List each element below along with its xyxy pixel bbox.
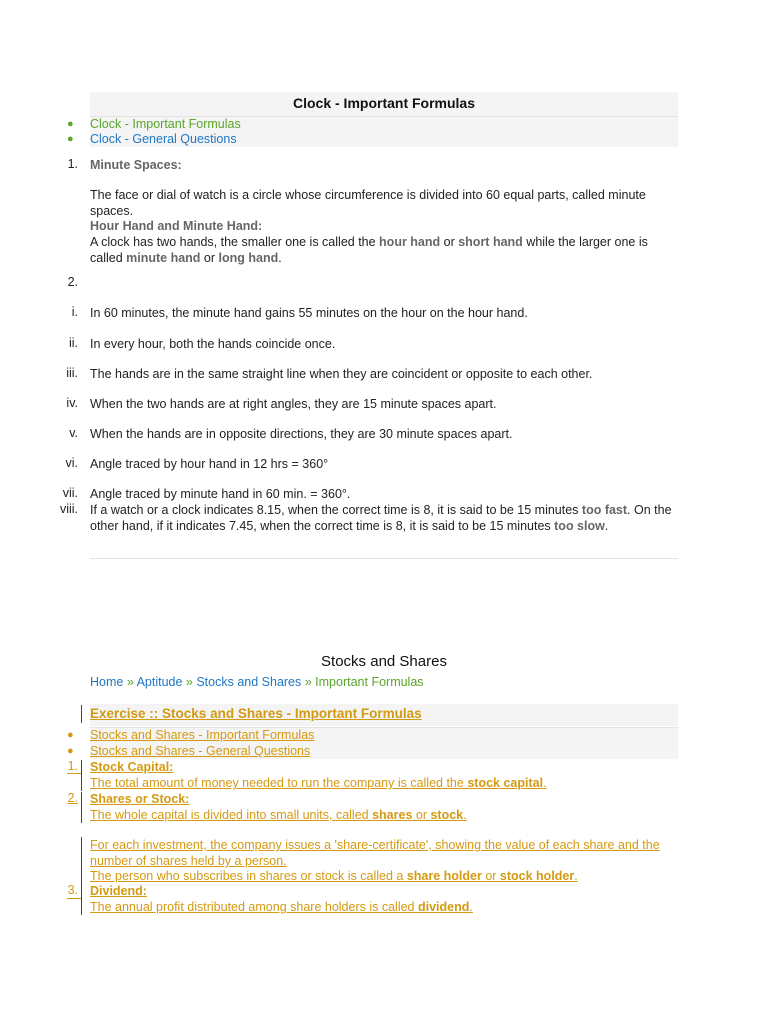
bullet-icon: ● bbox=[67, 133, 74, 145]
dividend-text bbox=[90, 899, 682, 915]
shares-heading: Shares or Stock: bbox=[90, 792, 190, 806]
stock-capital-term: stock capital bbox=[467, 776, 544, 790]
exercise-title: Exercise :: Stocks and Shares - Important Formulas bbox=[90, 706, 422, 721]
clock-fact: Angle traced by minute hand in 60 min. = 360°. bbox=[90, 487, 351, 501]
text: A clock has two hands, the smaller one is called the bbox=[90, 235, 380, 249]
stock-capital-text bbox=[90, 775, 682, 791]
list-number: vii. bbox=[62, 486, 78, 500]
share-holder-term: share holder bbox=[406, 869, 482, 883]
list-number: iii. bbox=[66, 366, 78, 380]
text-cursor-bar bbox=[81, 705, 82, 723]
list-number: i. bbox=[71, 305, 78, 319]
list-number: 3. bbox=[67, 883, 78, 897]
list-number: 1. bbox=[67, 759, 78, 773]
stock-term: stock bbox=[430, 808, 464, 822]
too-fast-term: too fast bbox=[581, 503, 628, 517]
text: or bbox=[440, 235, 459, 249]
breadcrumb bbox=[90, 674, 682, 690]
share-certificate-text: For each investment, the company issues a 'share-certificate', showing the value of each share and the number of shares held by a person. bbox=[90, 838, 660, 868]
text-cursor-bar bbox=[81, 792, 82, 823]
list-number: v. bbox=[69, 426, 78, 440]
hands-description bbox=[90, 234, 680, 266]
minute-spaces-heading: Minute Spaces: bbox=[90, 158, 182, 172]
clock-title: Clock - Important Formulas bbox=[292, 95, 476, 111]
clock-fact: When the two hands are at right angles, they are 15 minute spaces apart. bbox=[90, 397, 497, 411]
text: The annual profit distributed among share holders is called bbox=[90, 900, 418, 914]
stock-capital-heading: Stock Capital: bbox=[90, 760, 174, 774]
share-holder-text bbox=[90, 868, 682, 884]
number-underline bbox=[67, 773, 81, 774]
short-hand-term: short hand bbox=[458, 235, 523, 249]
breadcrumb-separator: » bbox=[301, 675, 316, 689]
text: . bbox=[463, 808, 467, 822]
text: or bbox=[200, 251, 219, 265]
dividend-term: dividend bbox=[417, 900, 470, 914]
link-stocks-important-formulas[interactable]: Stocks and Shares - Important Formulas bbox=[90, 728, 315, 742]
bullet-icon: ● bbox=[67, 729, 74, 741]
text: If a watch or a clock indicates 8.15, when the correct time is 8, it is said to be 15 minutes bbox=[90, 503, 582, 517]
list-number: vi. bbox=[65, 456, 78, 470]
text: . bbox=[469, 900, 473, 914]
minute-hand-term: minute hand bbox=[126, 251, 201, 265]
list-number: viii. bbox=[59, 502, 78, 516]
text: . On the other hand, if it indicates 7.45, when the correct time is 8, it is said to be 15 minutes bbox=[90, 503, 672, 533]
text: The total amount of money needed to run the company is called the bbox=[90, 776, 468, 790]
shares-text bbox=[90, 807, 682, 823]
clock-fact: The hands are in the same straight line when they are coincident or opposite to each other. bbox=[90, 367, 593, 381]
text-cursor-bar bbox=[81, 760, 82, 791]
breadcrumb-home[interactable]: Home bbox=[90, 675, 124, 689]
list-number: iv. bbox=[66, 396, 78, 410]
clock-fact: In every hour, both the hands coincide once. bbox=[90, 337, 336, 351]
link-stocks-general-questions[interactable]: Stocks and Shares - General Questions bbox=[90, 744, 311, 758]
text: The whole capital is divided into small units, called bbox=[90, 808, 373, 822]
number-underline bbox=[67, 898, 81, 899]
bullet-icon: ● bbox=[67, 745, 74, 757]
long-hand-term: long hand bbox=[218, 251, 279, 265]
shares-term: shares bbox=[372, 808, 413, 822]
too-slow-term: too slow bbox=[554, 519, 605, 533]
breadcrumb-stocks-and-shares[interactable]: Stocks and Shares bbox=[196, 675, 302, 689]
bullet-icon: ● bbox=[67, 118, 74, 130]
link-clock-important-formulas[interactable]: Clock - Important Formulas bbox=[90, 117, 241, 131]
text: or bbox=[481, 869, 500, 883]
list-number: 2. bbox=[67, 791, 78, 805]
text-cursor-bar bbox=[81, 884, 82, 915]
clock-fact: In 60 minutes, the minute hand gains 55 minutes on the hour on the hour hand. bbox=[90, 306, 528, 320]
text: The person who subscribes in shares or stock is called a bbox=[90, 869, 407, 883]
breadcrumb-separator: » bbox=[123, 675, 137, 689]
text: or bbox=[412, 808, 431, 822]
breadcrumb-current: Important Formulas bbox=[315, 675, 424, 689]
clock-fact: Angle traced by hour hand in 12 hrs = 360° bbox=[90, 457, 329, 471]
text: . bbox=[543, 776, 547, 790]
text-cursor-bar bbox=[81, 837, 82, 885]
hour-minute-hand-heading: Hour Hand and Minute Hand: bbox=[90, 219, 263, 233]
clock-fact: When the hands are in opposite directions, they are 30 minute spaces apart. bbox=[90, 427, 513, 441]
watch-speed-text bbox=[90, 502, 680, 534]
minute-spaces-text: The face or dial of watch is a circle whose circumference is divided into 60 equal parts, called minute spaces. bbox=[90, 188, 646, 218]
list-number: ii. bbox=[68, 336, 78, 350]
text: . bbox=[604, 519, 609, 533]
stock-holder-term: stock holder bbox=[499, 869, 575, 883]
hour-hand-term: hour hand bbox=[379, 235, 441, 249]
dividend-heading: Dividend: bbox=[90, 884, 147, 898]
text: while the larger one is called bbox=[90, 235, 648, 265]
list-number: 2. bbox=[67, 275, 78, 289]
list-number: 1. bbox=[67, 157, 78, 171]
divider bbox=[90, 558, 678, 559]
breadcrumb-aptitude[interactable]: Aptitude bbox=[136, 675, 183, 689]
link-clock-general-questions[interactable]: Clock - General Questions bbox=[90, 132, 237, 146]
text: . bbox=[278, 251, 282, 265]
text: . bbox=[574, 869, 578, 883]
breadcrumb-separator: » bbox=[182, 675, 197, 689]
stocks-title: Stocks and Shares bbox=[321, 653, 447, 670]
